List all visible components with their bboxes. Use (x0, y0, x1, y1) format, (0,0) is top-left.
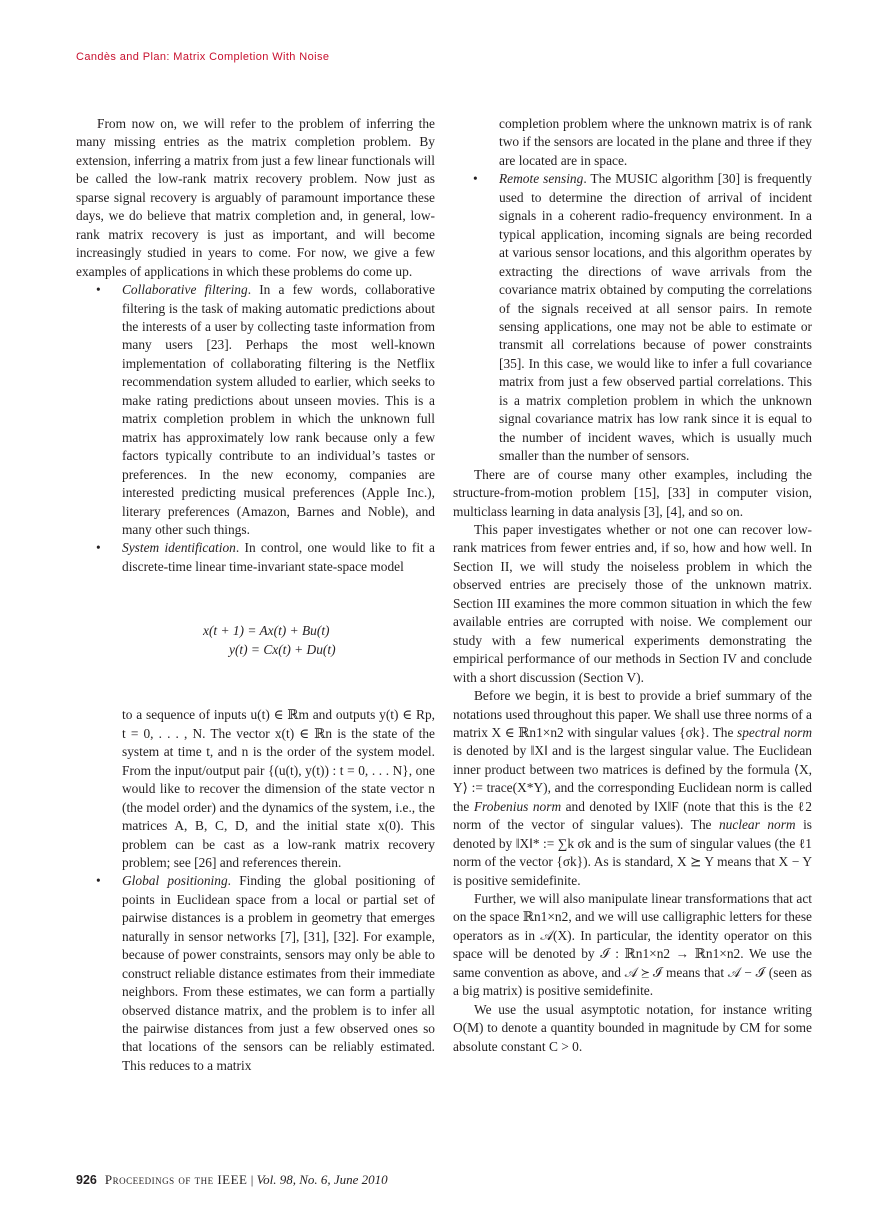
equation-line-2: y(t) = Cx(t) + Du(t) (229, 642, 336, 658)
left-column (76, 115, 435, 1075)
bullet-dot: • (96, 540, 101, 556)
volume-info: Vol. 98, No. 6, June 2010 (256, 1172, 388, 1187)
page-number: 926 (76, 1173, 97, 1187)
bullet-title: Remote sensing (499, 171, 584, 187)
bullet-dot: • (96, 873, 101, 889)
term-spectral-norm: spectral norm (737, 724, 812, 740)
notation-paragraph (453, 687, 812, 890)
bullet-dot: • (473, 171, 478, 187)
linear-operators-paragraph: Further, we will also manipulate linear transformations that act on the space ℝn1×n2, and we will use calligraphic letters for these operators as in 𝒜(X). In particular, the identity operator on this space will be denoted by ℐ : ℝn1×n2 → ℝn1×n2. We use the same convention as above, and 𝒜 ⪰ ℐ means that 𝒜 − ℐ (seen as a big matrix) is positive semidefinite. (453, 891, 812, 999)
notation-text-a: Before we begin, it is best to provide a brief summary of the notations used throughout this paper. We shall use three norms of a matrix X ∈ ℝn1×n2 with singular values {σk}. The (453, 688, 812, 740)
bullet-text: . Finding the global positioning of points in Euclidean space from a local or partial set of pairwise distances is a problem in geometry that emerges naturally in sensor networks [7], [31], [32]. For example, because of power constraints, sensors may only be able to construct reliable distance estimates from their immediate neighbors. From these estimates, we can form a partially observed distance matrix, and the problem is to infer all the pairwise distances from just a few observed ones so that locations of the sensors can be reliably estimated. This reduces to a matrix (122, 873, 435, 1073)
investigates-paragraph: This paper investigates whether or not one can recover low-rank matrices from fewer entries and, if so, how and how well. In Section II, we will study the noiseless problem in which the observed entries are precisely those of the unknown matrix. Section III examines the more common situation in which the few available entries are corrupted with noise. We complement our study with a few numerical experiments demonstrating the empirical performance of our methods in Section IV and conclude with a short discussion (Section V). (453, 521, 812, 685)
term-frobenius-norm: Frobenius norm (473, 798, 562, 814)
asymptotic-paragraph: We use the usual asymptotic notation, for instance writing O(M) to denote a quantity bounded in magnitude by CM for some absolute constant C > 0. (453, 1001, 812, 1054)
bullet-system-identification-cont: to a sequence of inputs u(t) ∈ ℝm and outputs y(t) ∈ Rp, t = 0, . . . , N. The vector x(t) ∈ ℝn is the state of the system at time t, and n is the order of the system model. From the input/output pair {(u(t), y(t)) : t = 0, . . . N}, one would like to recover the dimension of the state vector n (the model order) and the dynamics of the system, i.e., the matrices A, B, C, D, and the initial state x(0). This problem can be cast as a low-rank matrix recovery problem; see [26] and references therein. (122, 707, 435, 870)
bullet-text: . In a few words, collaborative filtering is the task of making automatic predictions about the interests of a user by collecting taste information from many users [23]. Perhaps the most well-known implementation of collaborating filtering is the Netflix recommendation system alluded to earlier, which seeks to make rating predictions about unseen movies. This is a matrix completion problem in which the unknown full matrix has approximately low rank because only a few factors typically contribute to an individual’s tastes or preferences. In the new economy, companies are interested predicting musical preferences (Apple Inc.), literary preferences (Amazon, Barnes and Noble), and many other such things. (122, 282, 435, 537)
bullet-global-positioning (76, 872, 435, 1075)
state-space-equation (76, 621, 435, 659)
notation-text-b: is denoted by ‖X‖ and is the largest singular value. The Euclidean inner product between two matrices is defined by the formula ⟨X, Y⟩ := trace(X*Y), and the corresponding Euclidean norm is called the (453, 743, 812, 814)
journal-name: Proceedings of the IEEE (104, 1172, 248, 1187)
bullet-collaborative-filtering (76, 281, 435, 539)
running-title: Candès and Plan: Matrix Completion With Noise (76, 51, 330, 63)
bullet-title: Global positioning (122, 873, 228, 889)
bullet-title: Collaborative filtering (122, 282, 248, 298)
bullet-title: System identification (122, 540, 236, 556)
page-footer (76, 1172, 388, 1188)
bullet-global-positioning-cont: completion problem where the unknown matrix is of rank two if the sensors are located in the plane and three if they are located are in space. (499, 116, 812, 168)
examples-paragraph: There are of course many other examples, including the structure-from-motion problem [15], [33] in computer vision, multiclass learning in data analysis [3], [4], and so on. (453, 466, 812, 519)
term-nuclear-norm: nuclear norm (718, 817, 796, 833)
bullet-text: . The MUSIC algorithm [30] is frequently used to determine the direction of arrival of incident signals in a coherent radio-frequency environment. In a typical application, incoming signals are being recorded at various sensor locations, and this algorithm operates by extracting the directions of wave arrivals from the covariance matrix obtained by computing the correlations of the signals received at all sensor pairs. In remote sensing applications, one may not be able to estimate or transmit all correlations because of power constraints [35]. In this case, we would like to infer a full covariance matrix from just a few observed partial correlations. This is a matrix completion problem in which the unknown signal covariance matrix has low rank since it is equal to the number of incident waves, which is usually much smaller than the number of sensors. (499, 171, 812, 464)
bullet-remote-sensing (453, 170, 812, 465)
intro-paragraph: From now on, we will refer to the problem of inferring the many missing entries as the matrix completion problem. By extension, inferring a matrix from just a few linear functionals will be called the low-rank matrix recovery problem. Now just as sparse signal recovery is arguably of paramount importance these days, we do believe that matrix completion and, in general, low-rank matrix recovery is just as important, and will become increasingly studied in years to come. For now, we give a few examples of applications in which these problems do come up. (76, 116, 435, 279)
bullet-system-identification (76, 539, 435, 576)
notation-text-d: is denoted by ‖X‖* := ∑k σk and is the sum of singular values (the ℓ1 norm of the vector {σk}). As is standard, X ⪰ Y means that X − Y is positive semidefinite. (453, 817, 813, 888)
equation-line-1: x(t + 1) = Ax(t) + Bu(t) (203, 623, 330, 639)
bullet-text: . In control, one would like to fit a discrete-time linear time-invariant state-space model (122, 540, 436, 574)
footer-separator: | (247, 1172, 257, 1187)
right-column (453, 115, 812, 1056)
bullet-dot: • (96, 282, 101, 298)
notation-text-c: and denoted by ‖X‖F (note that this is the ℓ2 norm of the vector of singular values). The (453, 798, 812, 833)
